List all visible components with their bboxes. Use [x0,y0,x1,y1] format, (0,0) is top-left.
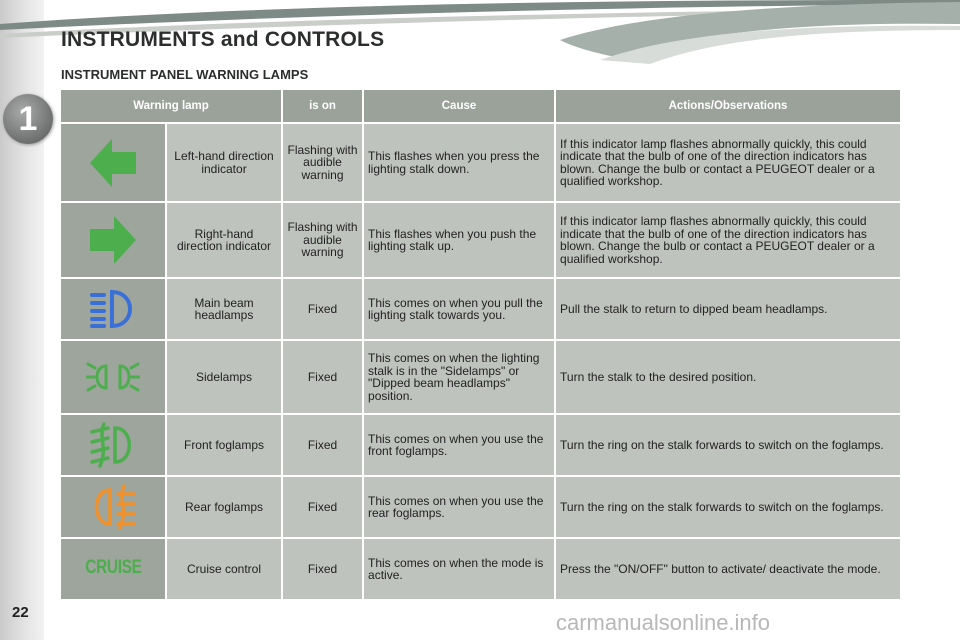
table-row [61,415,900,475]
lamp-name: Sidelamps [167,341,281,413]
main-beam-icon [88,289,138,329]
table-row [61,477,900,537]
column-header-is-on: is on [283,90,362,122]
lamp-name: Right-hand direction indicator [167,203,281,277]
lamp-name: Left-hand direction indicator [167,124,281,201]
lamp-action: Pull the stalk to return to dipped beam headlamps. [556,279,900,339]
lamp-name: Cruise control [167,539,281,599]
lamp-icon-cell [61,341,165,413]
lamp-name: Main beam headlamps [167,279,281,339]
table-row [61,539,900,599]
rear-foglamp-icon [88,484,138,530]
lamp-action: Turn the ring on the stalk forwards to switch on the foglamps. [556,415,900,475]
lamp-name: Front foglamps [167,415,281,475]
chapter-badge: 1 [3,94,53,144]
table-row [61,341,900,413]
lamp-icon-cell [61,279,165,339]
lamp-cause: This flashes when you push the lighting stalk up. [364,203,554,277]
lamp-cause: This comes on when you use the front foglamps. [364,415,554,475]
table-row [61,203,900,277]
lamp-action: If this indicator lamp flashes abnormally quickly, this could indicate that the bulb of one of the direction indicators has blown. Change the bulb or contact a PEUGEOT dealer or a qualified workshop. [556,124,900,201]
lamp-state: Fixed [283,415,362,475]
sidelamps-icon [86,360,140,394]
lamp-icon-cell [61,124,165,201]
page-header-title: INSTRUMENTS and CONTROLS [61,28,385,51]
watermark: carmanualsonline.info [556,610,771,635]
column-header-actions: Actions/Observations [556,90,900,122]
lamp-state: Fixed [283,279,362,339]
column-header-warning-lamp: Warning lamp [61,90,281,122]
front-foglamp-icon [88,422,138,468]
table-header-row [61,90,900,122]
cruise-icon: CRUISE [84,557,142,579]
lamp-cause: This comes on when you use the rear foglamps. [364,477,554,537]
column-header-cause: Cause [364,90,554,122]
lamp-state: Flashing with audible warning [283,124,362,201]
lamp-state: Fixed [283,341,362,413]
lamp-name: Rear foglamps [167,477,281,537]
lamp-cause: This flashes when you press the lighting stalk down. [364,124,554,201]
left-arrow-icon [88,136,138,190]
lamp-icon-cell [61,477,165,537]
table-row [61,279,900,339]
right-arrow-icon [88,213,138,267]
lamp-icon-cell [61,203,165,277]
lamp-state: Fixed [283,539,362,599]
lamp-action: Press the "ON/OFF" button to activate/ deactivate the mode. [556,539,900,599]
lamp-action: Turn the stalk to the desired position. [556,341,900,413]
lamp-cause: This comes on when you pull the lighting stalk towards you. [364,279,554,339]
lamp-state: Fixed [283,477,362,537]
page-number: 22 [12,604,29,621]
lamp-icon-cell [61,539,165,599]
lamp-icon-cell [61,415,165,475]
lamp-cause: This comes on when the lighting stalk is in the "Sidelamps" or "Dipped beam headlamps" position. [364,341,554,413]
lamp-cause: This comes on when the mode is active. [364,539,554,599]
lamp-state: Flashing with audible warning [283,203,362,277]
lamp-action: If this indicator lamp flashes abnormally quickly, this could indicate that the bulb of one of the direction indicators has blown. Change the bulb or contact a PEUGEOT dealer or a qualified workshop. [556,203,900,277]
section-title: INSTRUMENT PANEL WARNING LAMPS [61,67,309,82]
lamp-action: Turn the ring on the stalk forwards to switch on the foglamps. [556,477,900,537]
table-row [61,124,900,201]
warning-lamps-table [59,88,902,601]
